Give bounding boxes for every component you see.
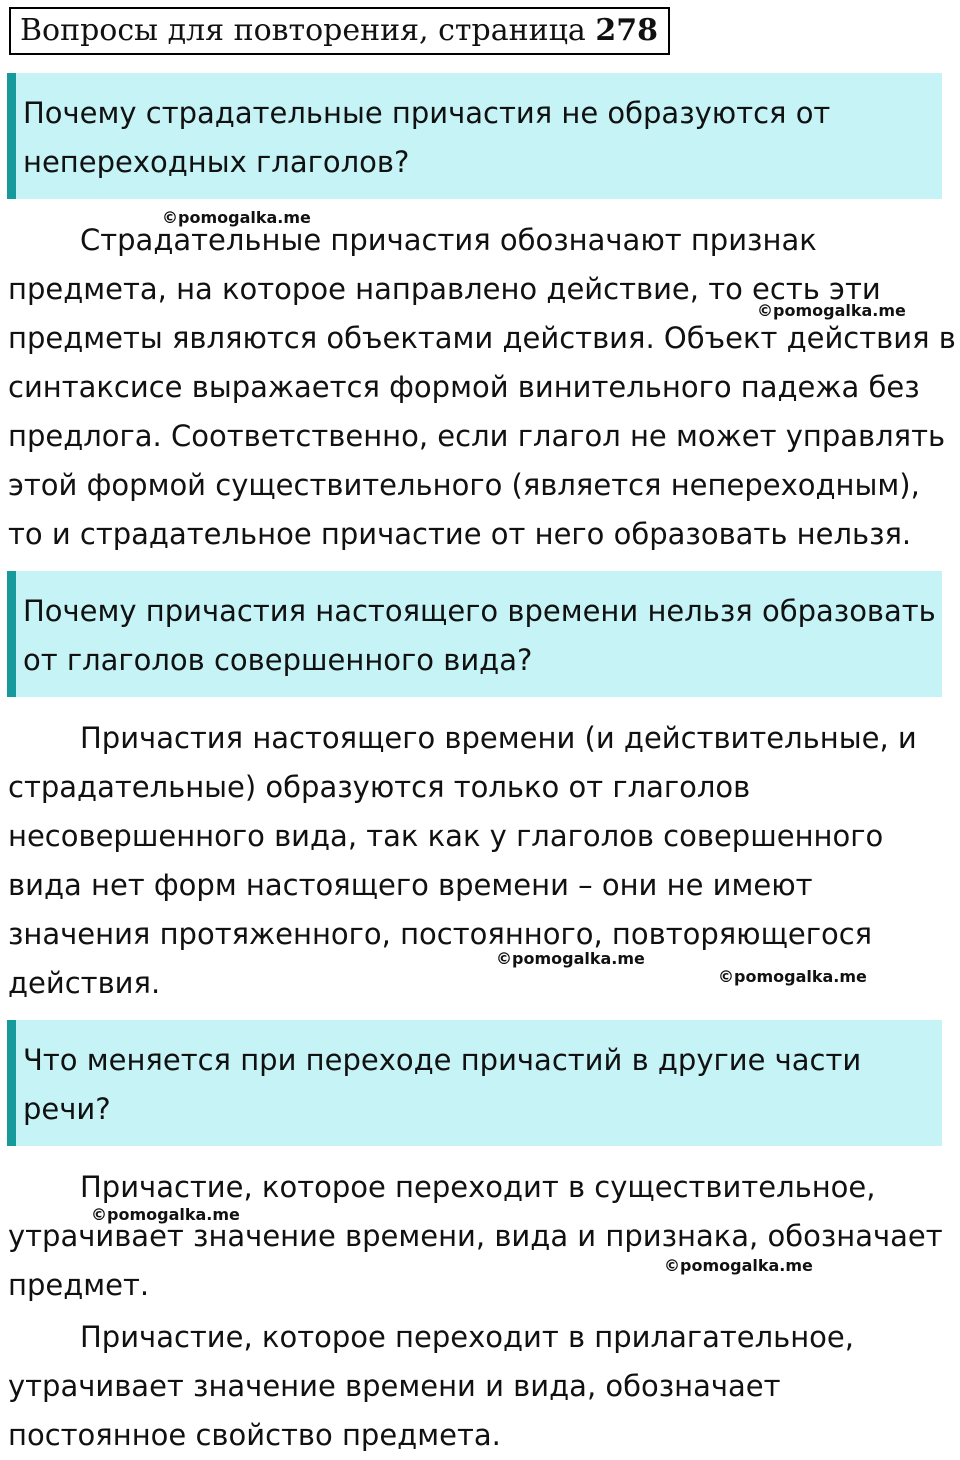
question-text: Что меняется при переходе причастий в другие части речи? xyxy=(23,1043,862,1126)
watermark: ©pomogalka.me xyxy=(757,301,906,320)
question-text: Почему причастия настоящего времени нельзя образовать от глаголов совершенного вида? xyxy=(23,594,936,677)
page-number: 278 xyxy=(595,13,658,48)
answer-paragraph-3: Причастие, которое переходит в существительное, утрачивает значение времени, вида и признака, обозначает предмет. xyxy=(8,1170,943,1302)
watermark: ©pomogalka.me xyxy=(496,949,645,968)
watermark: ©pomogalka.me xyxy=(664,1256,813,1275)
answer-paragraph-2: Причастия настоящего времени (и действительные, и страдательные) образуются только от глаголов несовершенного вида, так как у глаголов совершенного вида нет форм настоящего времени – они не имеют значения протяженного, постоянного, повторяющегося действия. xyxy=(8,721,917,1000)
question-text: Почему страдательные причастия не образуются от непереходных глаголов? xyxy=(23,96,831,179)
page-title xyxy=(9,7,670,55)
watermark: ©pomogalka.me xyxy=(718,967,867,986)
question-block-1 xyxy=(7,73,942,199)
question-block-2 xyxy=(7,571,942,697)
answer-paragraph-1: Страдательные причастия обозначают признак предмета, на которое направлено действие, то есть эти предметы являются объектами действия. Объект действия в синтаксисе выражается формой винительного падежа без предлога. Соответственно, если глагол не может управлять этой формой существительного (является непереходным), то и страдательное причастие от него образовать нельзя. xyxy=(8,223,956,551)
page-title-text: Вопросы для повторения, страница xyxy=(20,13,586,48)
watermark: ©pomogalka.me xyxy=(91,1205,240,1224)
question-block-3 xyxy=(7,1020,942,1146)
answer-paragraph-4: Причастие, которое переходит в прилагательное, утрачивает значение времени и вида, обозначает постоянное свойство предмета. xyxy=(8,1320,854,1452)
watermark: ©pomogalka.me xyxy=(162,208,311,227)
